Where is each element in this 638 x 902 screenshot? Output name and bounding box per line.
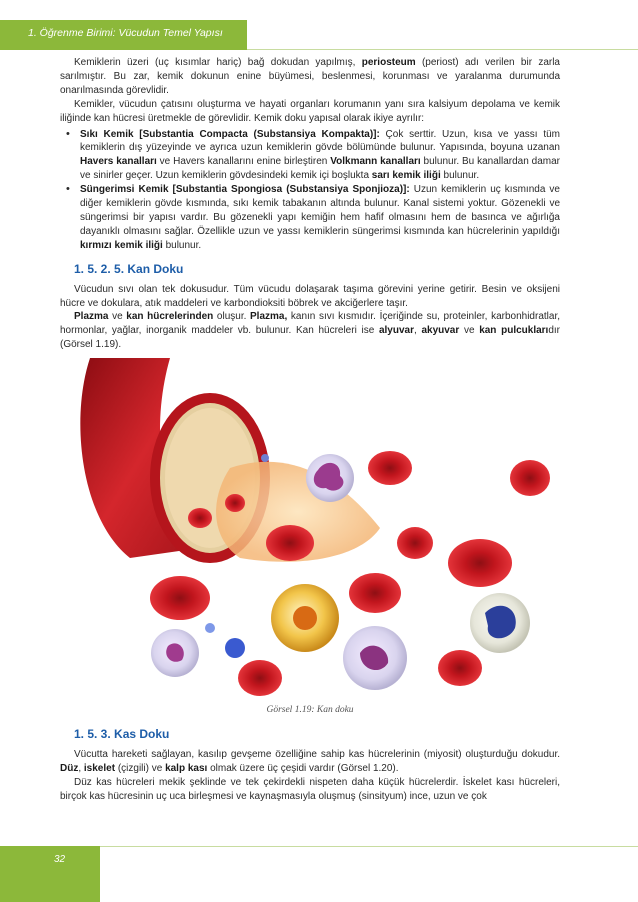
unit-title: 1. Öğrenme Birimi: Vücudun Temel Yapısı [28,27,223,39]
paragraph: Kemiklerin üzeri (uç kısımlar hariç) bağ dokudan yapılmış, periosteum (periost) adı verilen bir zarla sarılmıştır. Bu zar, kemik dokunun enine büyümesi, beslenmesi, korunması ve yaralanma durumunda onarılmasında görevlidir. [60,57,560,96]
page-number: 32 [54,854,66,865]
bone-types-list [60,128,560,253]
page-content [60,56,560,804]
blood-tissue-illustration [60,358,560,698]
header-rule [247,49,638,50]
unit-header-band [0,20,247,50]
paragraph: Kemikler, vücudun çatısını oluşturma ve hayati organları korumanın yanı sıra kalsiyum depolama ve kemik iliğinde kan hücresi üretmekle de görevlidir. Kemik doku yapısal olarak ikiye ayrılır: [60,98,560,124]
paragraph: Düz kas hücreleri mekik şeklinde ve tek çekirdekli nispeten daha küçük hücrelerdir. İskelet kası hücreleri, birçok kas hücresinin uç uca birleşmesi ve kaynaşmasıyla oluşmuş (sinsityum) ince, uzun ve çok [60,776,560,802]
list-item: • Sıkı Kemik [Substantia Compacta (Substansiya Kompakta)]: Çok serttir. Uzun, kısa ve yassı tüm kemiklerin dış yüzeyinde ve ayrıca uzun kemiklerin gövde bölümünde bulunur. Yapısında, boyuna uzanan Havers kanalları ve Havers kanallarını enine birleştiren Volkmann kanalları bulunur. Bu kanallardan damar ve sinirler geçer. Uzun kemiklerin gövdesindeki kemik içi boşlukta sarı kemik iliği bulunur. [66,127,561,182]
section-heading-blood: 1. 5. 2. 5. Kan Doku [74,261,184,276]
figure-caption: Görsel 1.19: Kan doku [266,705,354,716]
paragraph: Vücutta hareketi sağlayan, kasılıp gevşeme özelliğine sahip kas hücrelerinin (miyosit) oluşturduğu dokudur. Düz, iskelet (çizgili) ve kalp kası olmak üzere üç çeşidi vardır (Görsel 1.20). [60,748,560,774]
list-item: • Süngerimsi Kemik [Substantia Spongiosa (Substansiya Sponjioza)]: Uzun kemiklerin uç kısmında ve diğer kemiklerin gövde kısmında, sıkı kemik tabakanın altında bulunur. Kanal sistemi yoktur. Gözenekli ve süngerimsi bir yapısı vardır. Bu gözenekli yapı kemiğin hem hafif olmasını hem de basınca ve ağırlığa dayanıklı olmasını sağlar. Özellikle uzun ve yassı kemiklerin süngerimsi kısmında kan hücrelerinin yapıldığı kırmızı kemik iliği bulunur. [66,183,560,251]
blood-cells-image [60,358,560,698]
paragraph: Vücudun sıvı olan tek dokusudur. Tüm vücudu dolaşarak taşıma görevini yerine getirir. Besin ve oksijeni hücre ve dokulara, atık maddeleri ve karbondioksiti böbrek ve akciğerlere taşır. [60,283,560,309]
footer-band [0,846,100,902]
paragraph: Plazma ve kan hücrelerinden oluşur. Plazma, kanın sıvı kısmıdır. İçeriğinde su, proteinler, karbonhidratlar, hormonlar, yağlar, inorganik maddeler vb. bulunur. Kan hücreleri ise alyuvar, akyuvar ve kan pulcuklarıdır (Görsel 1.19). [60,311,561,351]
section-heading-muscle: 1. 5. 3. Kas Doku [74,727,170,742]
footer-rule [60,846,638,847]
